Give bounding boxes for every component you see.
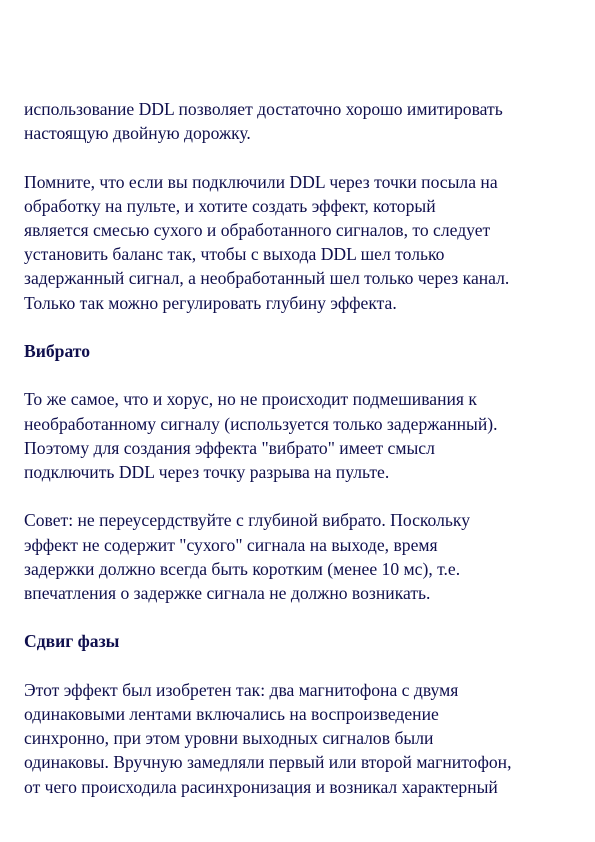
- section-heading-vibrato: Вибрато: [24, 341, 91, 361]
- text-line: использование DDL позволяет достаточно хорошо имитировать: [24, 99, 503, 119]
- text-line: обработку на пульте, и хотите создать эффект, который: [24, 195, 436, 216]
- text-line: подключить DDL через точку разрыва на пульте.: [24, 462, 390, 482]
- paragraph-vibrato-tip: [24, 508, 584, 605]
- paragraph-ddl-double-track: [24, 97, 584, 145]
- text-line: Совет: не переусердствуйте с глубиной вибрато. Поскольку: [24, 510, 471, 531]
- document-page: [24, 97, 584, 823]
- text-line: необработанному сигналу (используется только задержанный).: [24, 413, 498, 434]
- text-line: одинаковы. Вручную замедляли первый или второй магнитофон,: [24, 752, 512, 773]
- text-line: То же самое, что и хорус, но не происходит подмешивания к: [24, 389, 477, 410]
- section-heading-phase-shift: Сдвиг фазы: [24, 631, 120, 652]
- text-line: одинаковыми лентами включались на воспроизведение: [24, 703, 439, 724]
- text-line: настоящую двойную дорожку.: [24, 123, 251, 144]
- paragraph-send-balance: [24, 170, 584, 315]
- text-line: является смесью сухого и обработанного сигналов, то следует: [24, 220, 491, 240]
- text-line: задержки должно всегда быть коротким (менее 10 мс), т.е.: [24, 558, 461, 579]
- text-line: Этот эффект был изобретен так: два магнитофона с двумя: [24, 679, 459, 700]
- text-line: задержанный сигнал, а необработанный шел только через канал.: [24, 268, 510, 289]
- text-line: эффект не содержит "сухого" сигнала на выходе, время: [24, 534, 438, 555]
- paragraph-vibrato-description: [24, 387, 584, 484]
- text-line: синхронно, при этом уровни выходных сигналов были: [24, 728, 434, 749]
- text-line: Помните, что если вы подключили DDL через точки посыла на: [24, 171, 498, 192]
- text-line: Поэтому для создания эффекта "вибрато" имеет смысл: [24, 437, 435, 458]
- text-line: установить баланс так, чтобы с выхода DDL шел только: [24, 244, 445, 265]
- text-line: Только так можно регулировать глубину эффекта.: [24, 292, 397, 313]
- text-line: впечатления о задержке сигнала не должно возникать.: [24, 583, 431, 603]
- paragraph-phase-shift-description: [24, 678, 584, 799]
- text-line: от чего происходила расинхронизация и возникал характерный: [24, 776, 498, 797]
